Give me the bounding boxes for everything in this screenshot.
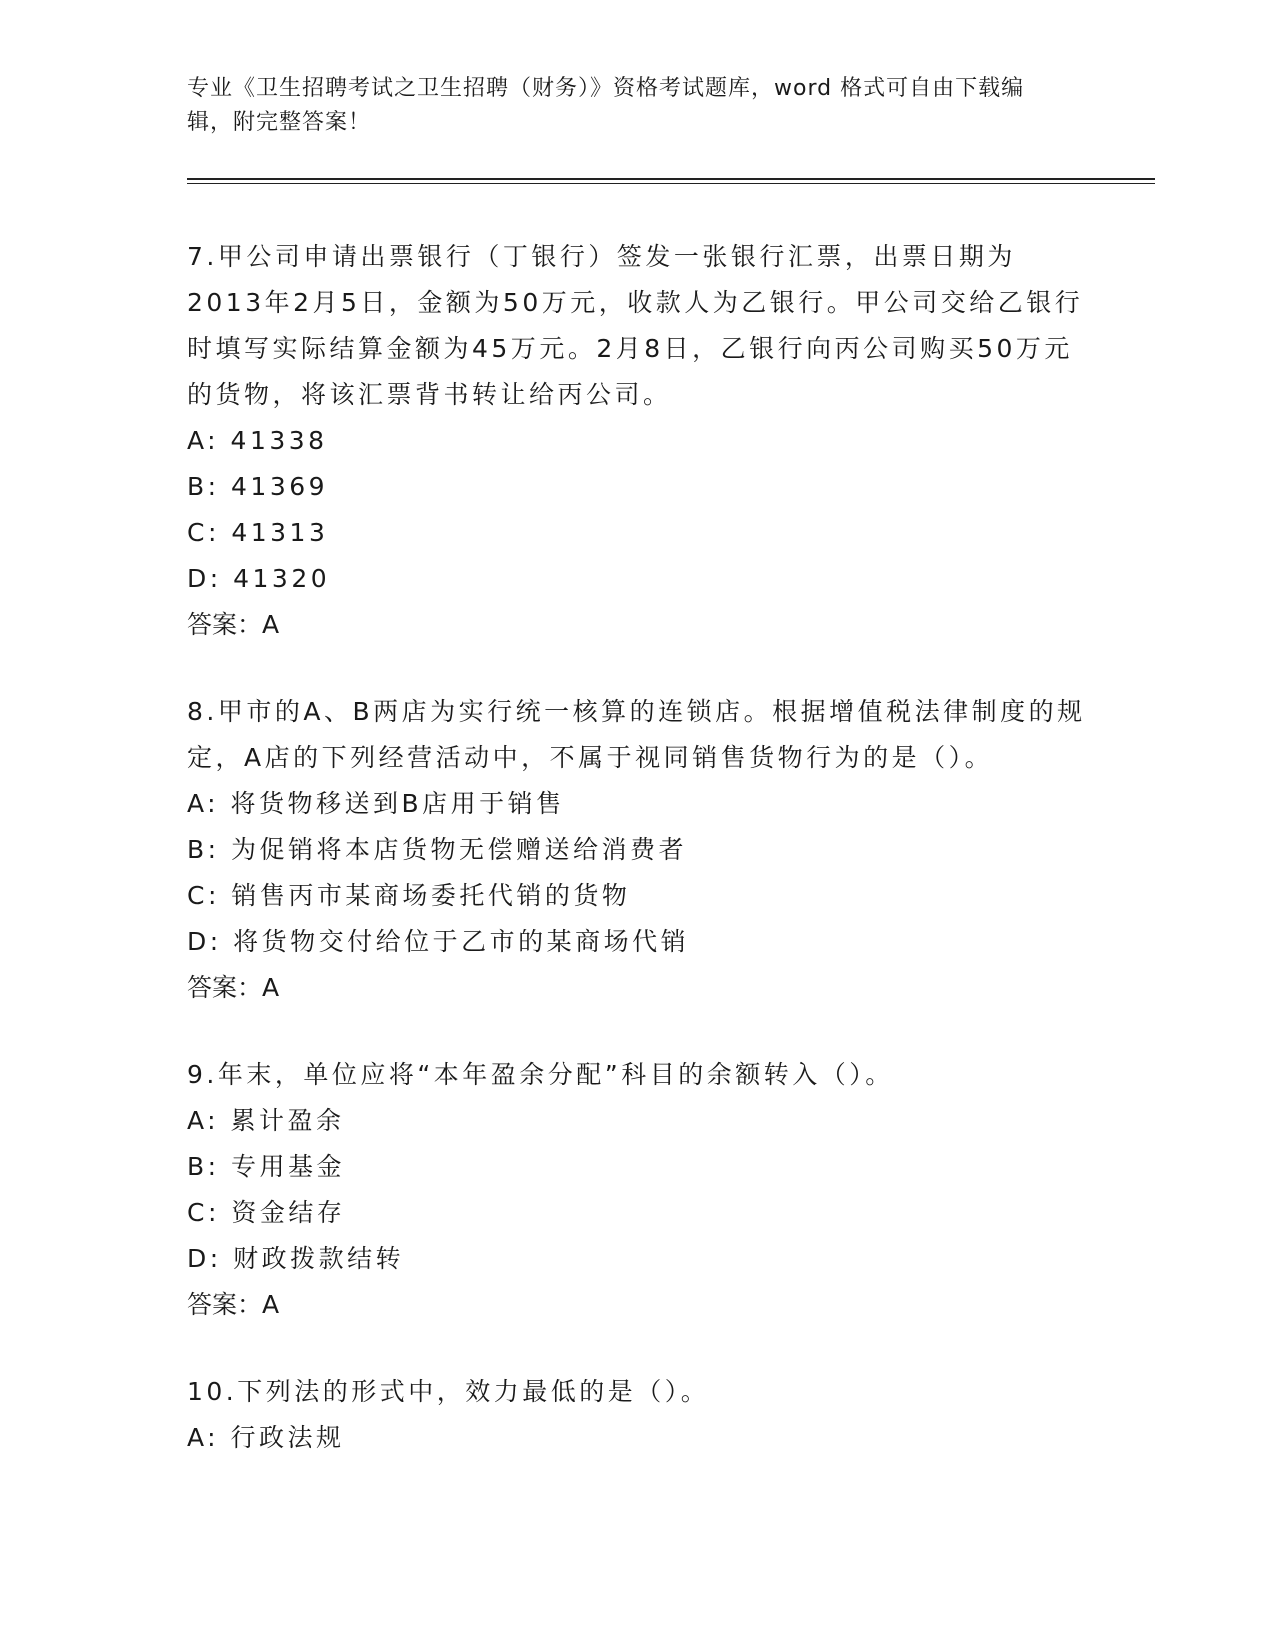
header-divider-thick: [187, 178, 1155, 180]
header-text: 专业《卫生招聘考试之卫生招聘（财务）》资格考试题库，word 格式可自由下载编辑，附完整答案！: [187, 76, 1025, 135]
option-b: B: 为促销将本店货物无偿赠送给消费者: [187, 835, 688, 864]
option-c: C: 41313: [187, 518, 329, 547]
question-text: 8.甲市的A、B两店为实行统一核算的连锁店。根据增值税法律制度的规定，A店的下列经营活动中，不属于视同销售货物行为的是（）。: [187, 697, 1086, 772]
option-c: C: 销售丙市某商场委托代销的货物: [187, 881, 631, 910]
question-7: [187, 234, 1087, 648]
option-d: D: 41320: [187, 564, 331, 593]
option-b: B: 专用基金: [187, 1152, 346, 1181]
answer-line: 答案：A: [187, 610, 280, 639]
question-text: 9.年末，单位应将“本年盈余分配”科目的余额转入（）。: [187, 1060, 894, 1089]
option-a: A: 将货物移送到B店用于销售: [187, 789, 565, 818]
answer-line: 答案：A: [187, 973, 280, 1002]
question-text: 7.甲公司申请出票银行（丁银行）签发一张银行汇票，出票日期为2013年2月5日，金额为50万元，收款人为乙银行。甲公司交给乙银行时填写实际结算金额为45万元。2月8日，乙银行向丙公司购买50万元的货物，将该汇票背书转让给丙公司。: [187, 242, 1084, 409]
option-c: C: 资金结存: [187, 1198, 346, 1227]
question-8: [187, 689, 1087, 1011]
option-d: D: 财政拨款结转: [187, 1244, 405, 1273]
option-d: D: 将货物交付给位于乙市的某商场代销: [187, 927, 690, 956]
answer-line: 答案：A: [187, 1290, 280, 1319]
option-a: A: 41338: [187, 426, 328, 455]
document-header: [187, 72, 1067, 140]
option-a: A: 累计盈余: [187, 1106, 345, 1135]
question-10: [187, 1369, 1087, 1461]
option-a: A: 行政法规: [187, 1423, 345, 1452]
question-text: 10.下列法的形式中，效力最低的是（）。: [187, 1377, 710, 1406]
header-divider-thin: [187, 183, 1155, 184]
question-9: [187, 1052, 1087, 1328]
question-list: [187, 234, 1087, 1502]
option-b: B: 41369: [187, 472, 329, 501]
